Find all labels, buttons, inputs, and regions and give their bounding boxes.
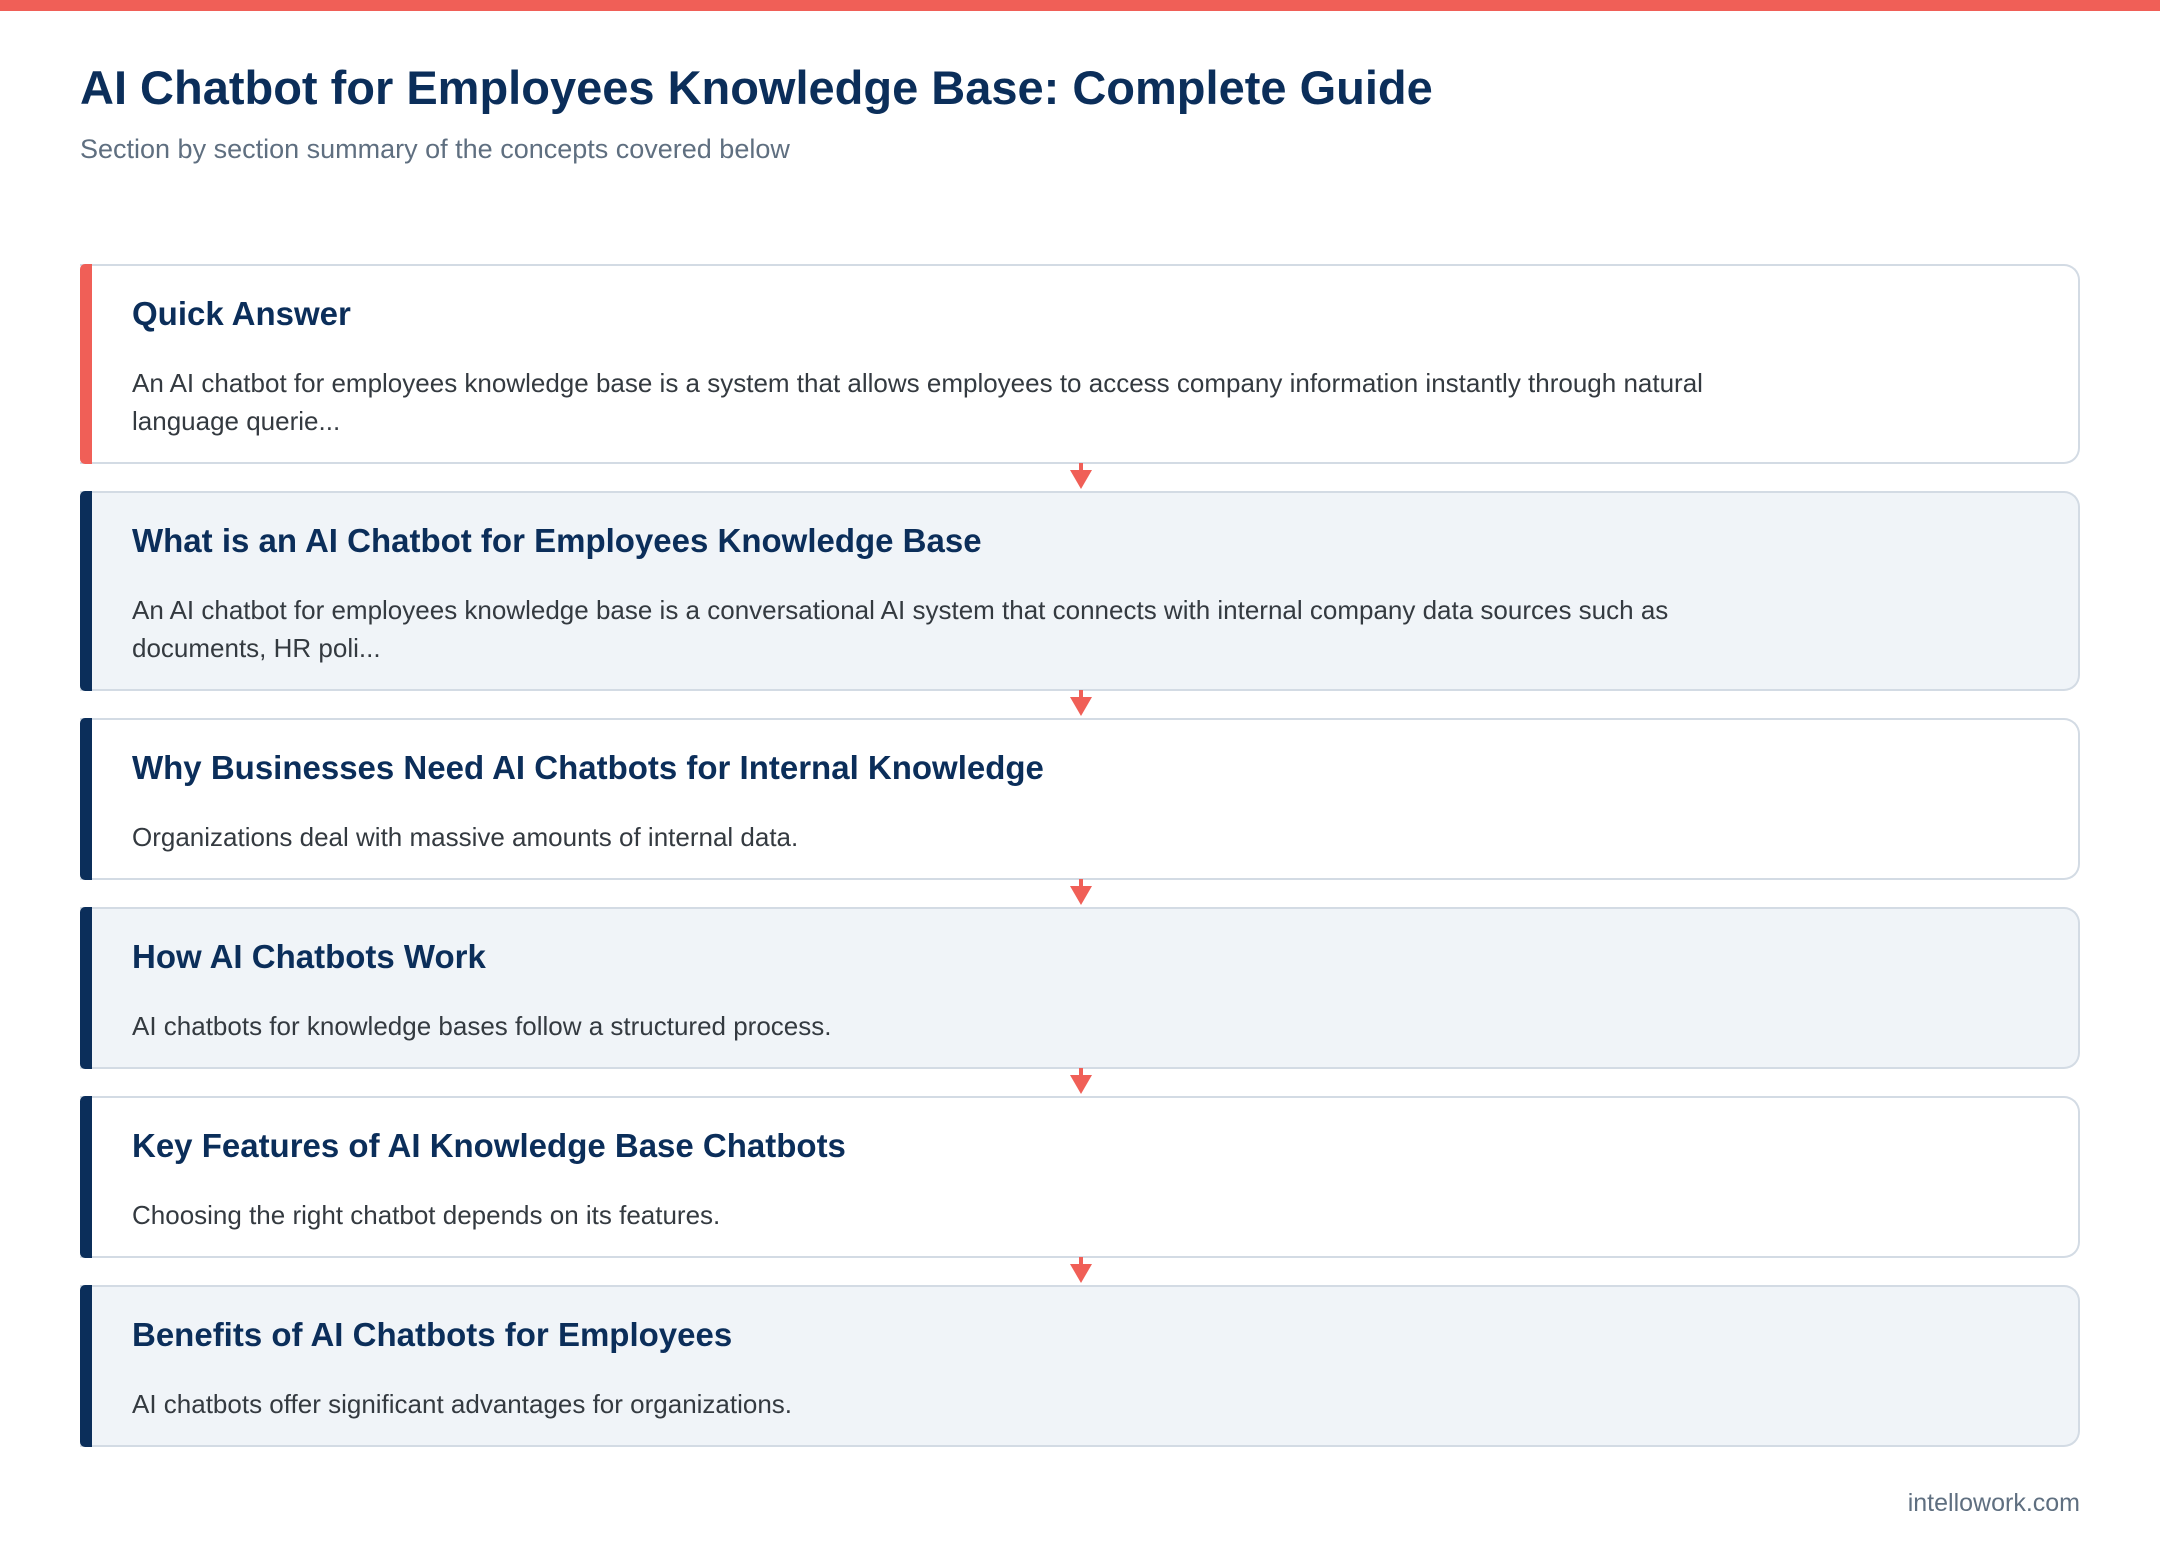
flow-connector [80,1258,2080,1285]
section-card-how-it-works [80,907,2080,1069]
section-title: Key Features of AI Knowledge Base Chatbots [132,1127,846,1164]
section-card-quick-answer [80,264,2080,464]
section-summary: AI chatbots offer significant advantages for organizations. [132,1389,793,1419]
flow-connector [80,880,2080,907]
flow-connector [80,691,2080,718]
section-title: Quick Answer [132,295,351,332]
page-title: AI Chatbot for Employees Knowledge Base: Complete Guide [80,61,1433,114]
arrow-down-icon [1070,1075,1092,1094]
section-card-why-businesses [80,718,2080,880]
section-summary: Choosing the right chatbot depends on its features. [132,1200,721,1230]
section-title: Why Businesses Need AI Chatbots for Internal Knowledge [132,749,1044,786]
section-flow [80,264,2080,1447]
arrow-down-icon [1070,1264,1092,1283]
section-summary: An AI chatbot for employees knowledge base is a conversational AI system that connects with internal company data sources such as documents, HR poli... [132,595,1669,663]
section-summary: Organizations deal with massive amounts of internal data. [132,822,799,852]
arrow-down-icon [1070,697,1092,716]
section-card-key-features [80,1096,2080,1258]
arrow-down-icon [1070,886,1092,905]
section-card-what-is [80,491,2080,691]
page-subtitle: Section by section summary of the concepts covered below [80,134,790,164]
section-title: How AI Chatbots Work [132,938,486,975]
section-title: What is an AI Chatbot for Employees Knowledge Base [132,522,982,559]
flow-connector [80,464,2080,491]
section-summary: An AI chatbot for employees knowledge base is a system that allows employees to access company information instantly through natural language querie... [132,368,1703,436]
arrow-down-icon [1070,470,1092,489]
section-summary: AI chatbots for knowledge bases follow a structured process. [132,1011,832,1041]
footer-site-link[interactable]: intellowork.com [1907,1489,2080,1517]
section-card-benefits [80,1285,2080,1447]
top-accent-bar [0,0,2160,11]
section-title: Benefits of AI Chatbots for Employees [132,1316,733,1353]
flow-connector [80,1069,2080,1096]
